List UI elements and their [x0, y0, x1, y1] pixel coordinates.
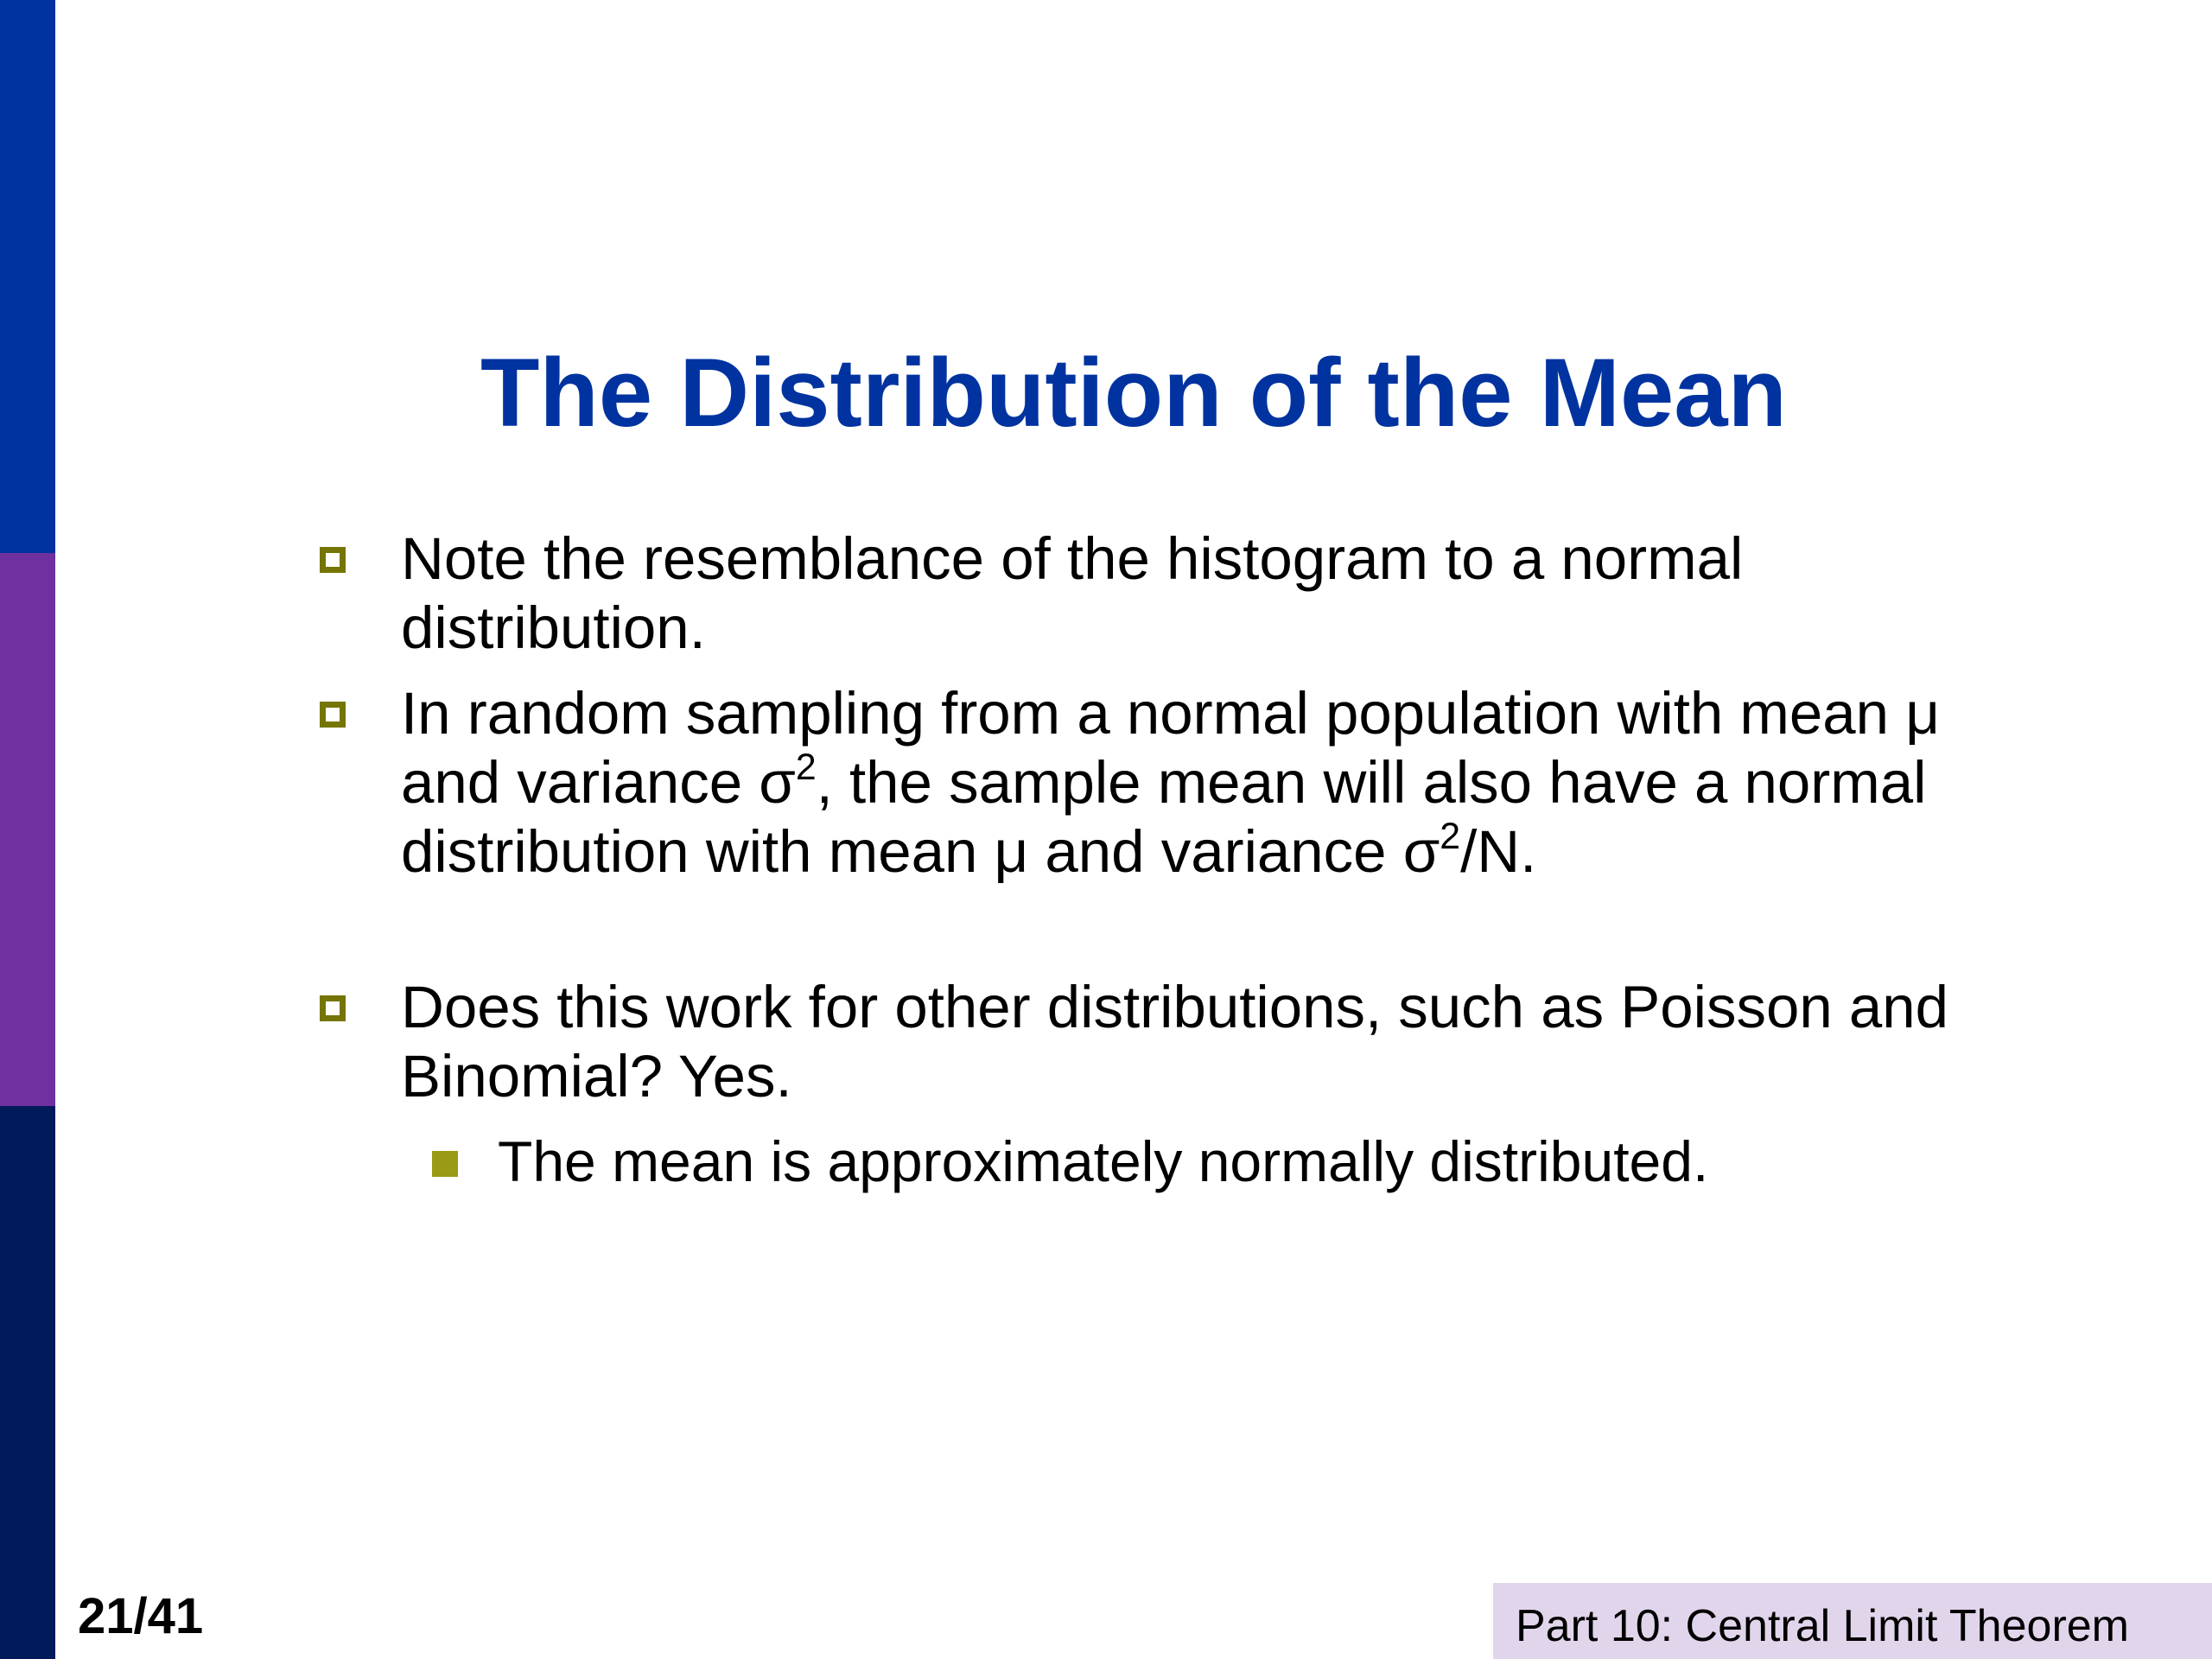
hollow-square-bullet-icon [320, 995, 346, 1021]
bullet-text-part: In random sampling from a normal population with mean μ and variance σ [401, 680, 1940, 816]
sub-bullet-text: The mean is approximately normally distributed. [498, 1129, 1709, 1193]
bullet-text-part: /N. [1460, 818, 1537, 885]
superscript: 2 [1440, 816, 1461, 858]
hollow-square-bullet-icon [320, 547, 346, 573]
slide-title: The Distribution of the Mean [480, 339, 1787, 447]
superscript: 2 [795, 747, 817, 789]
page-number: 21/41 [78, 1588, 204, 1644]
filled-square-bullet-icon [432, 1151, 458, 1177]
hollow-square-bullet-icon [320, 702, 346, 728]
footer-section-box [1493, 1583, 2212, 1659]
bullet-item [401, 679, 1991, 887]
footer-section-label: Part 10: Central Limit Theorem [1516, 1601, 2129, 1651]
bullet-text-part: , the sample mean will also have a normal distribution with mean μ and variance σ [401, 749, 1927, 885]
bullet-item [401, 973, 1991, 1111]
bullet-text: Note the resemblance of the histogram to a normal distribution. [401, 525, 1744, 661]
bullet-item [401, 524, 1991, 663]
bullet-text: Does this work for other distributions, such as Poisson and Binomial? Yes. [401, 974, 1949, 1109]
sub-bullet-item [498, 1127, 2018, 1196]
